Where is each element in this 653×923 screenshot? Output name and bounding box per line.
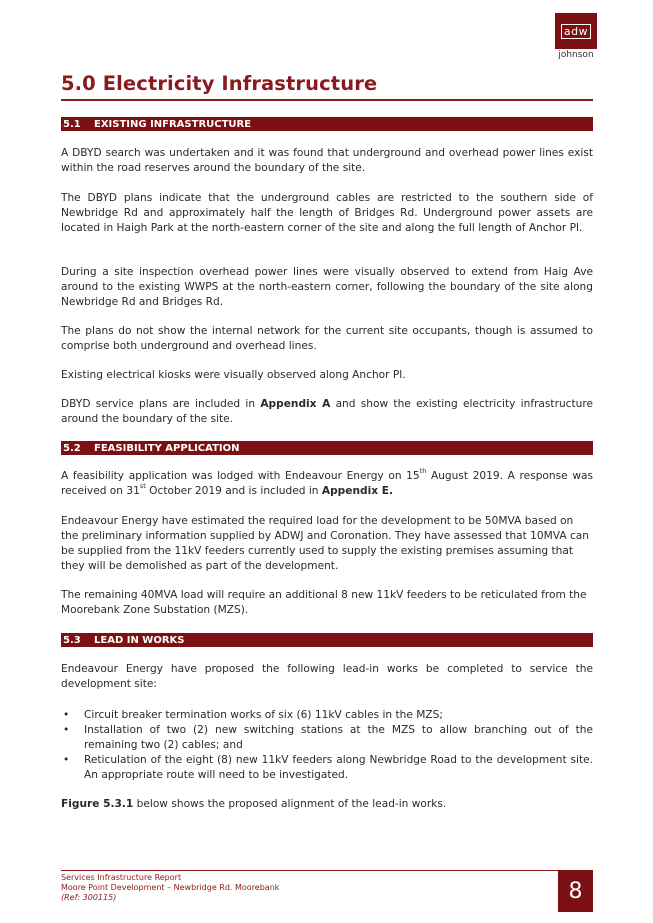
paragraph: A DBYD search was undertaken and it was found that underground and overhead power lines exist within the road reserves around the boundary of the site. <box>61 147 593 174</box>
footer-reference: (Ref: 300115) <box>61 893 117 902</box>
bullet-list <box>61 708 593 783</box>
page-title: 5.0 Electricity Infrastructure <box>61 72 378 95</box>
footer-divider <box>61 870 593 871</box>
logo-mark: adw <box>555 13 597 49</box>
section-number: 5.1 <box>63 118 81 130</box>
list-item: • Installation of two (2) new switching stations at the MZS to allow branching out of the remaining two (2) cables; and <box>61 723 593 753</box>
figure-reference: Figure 5.3.1 <box>61 798 134 810</box>
footer-report-title: Services Infrastructure Report <box>61 873 182 882</box>
list-item: • Reticulation of the eight (8) new 11kV feeders along Newbridge Road to the development site. An appropriate route will need to be investigated. <box>61 753 593 783</box>
list-item: • Circuit breaker termination works of six (6) 11kV cables in the MZS; <box>61 708 593 723</box>
paragraph: The remaining 40MVA load will require an additional 8 new 11kV feeders to be reticulated from the Moorebank Zone Substation (MZS). <box>61 589 587 616</box>
paragraph: DBYD service plans are included in Appendix A and show the existing electricity infrastructure around the boundary of the site. <box>61 398 593 425</box>
company-logo <box>555 13 597 60</box>
paragraph: Endeavour Energy have estimated the required load for the development to be 50MVA based on the preliminary information supplied by ADWJ and Coronation. They have assessed that 10MVA can be supplied from the 11kV feeders currently used to supply the existing premises assuming that they will be demolished as part of the development. <box>61 515 590 572</box>
section-title: EXISTING INFRASTRUCTURE <box>94 118 252 130</box>
paragraph: A feasibility application was lodged with Endeavour Energy on 15th August 2019. A response was received on 31st October 2019 and is included in Appendix E. <box>61 467 593 497</box>
section-number: 5.2 <box>63 442 81 454</box>
section-number: 5.3 <box>63 634 81 646</box>
paragraph: Endeavour Energy have proposed the following lead-in works be completed to service the development site: <box>61 663 593 690</box>
paragraph: Existing electrical kiosks were visually observed along Anchor Pl. <box>61 369 406 381</box>
paragraph: The plans do not show the internal network for the current site occupants, though is assumed to comprise both underground and overhead lines. <box>61 325 593 352</box>
title-divider <box>61 99 593 101</box>
paragraph: The DBYD plans indicate that the underground cables are restricted to the southern side of Newbridge Rd and approximately half the length of Bridges Rd. Underground power assets are located in Haigh Park at the north-eastern corner of the site and along the full length of Anchor Pl. <box>61 192 593 234</box>
paragraph: Figure 5.3.1 below shows the proposed alignment of the lead-in works. <box>61 798 447 810</box>
appendix-reference: Appendix A <box>260 398 331 410</box>
section-title: LEAD IN WORKS <box>94 634 185 646</box>
paragraph: During a site inspection overhead power lines were visually observed to extend from Haig Ave around to the existing WWPS at the north-eastern corner, following the boundary of the site along Newbridge Rd and Bridges Rd. <box>61 266 593 308</box>
logo-name: johnson <box>558 50 594 60</box>
section-heading-5-2 <box>61 441 593 455</box>
section-heading-5-3 <box>61 633 593 647</box>
section-heading-5-1 <box>61 117 593 131</box>
section-title: FEASIBILITY APPLICATION <box>94 442 240 454</box>
appendix-reference: Appendix E. <box>321 485 393 497</box>
footer <box>61 873 279 903</box>
page-number: 8 <box>558 870 593 912</box>
footer-project: Moore Point Development – Newbridge Rd. Moorebank <box>61 883 280 892</box>
